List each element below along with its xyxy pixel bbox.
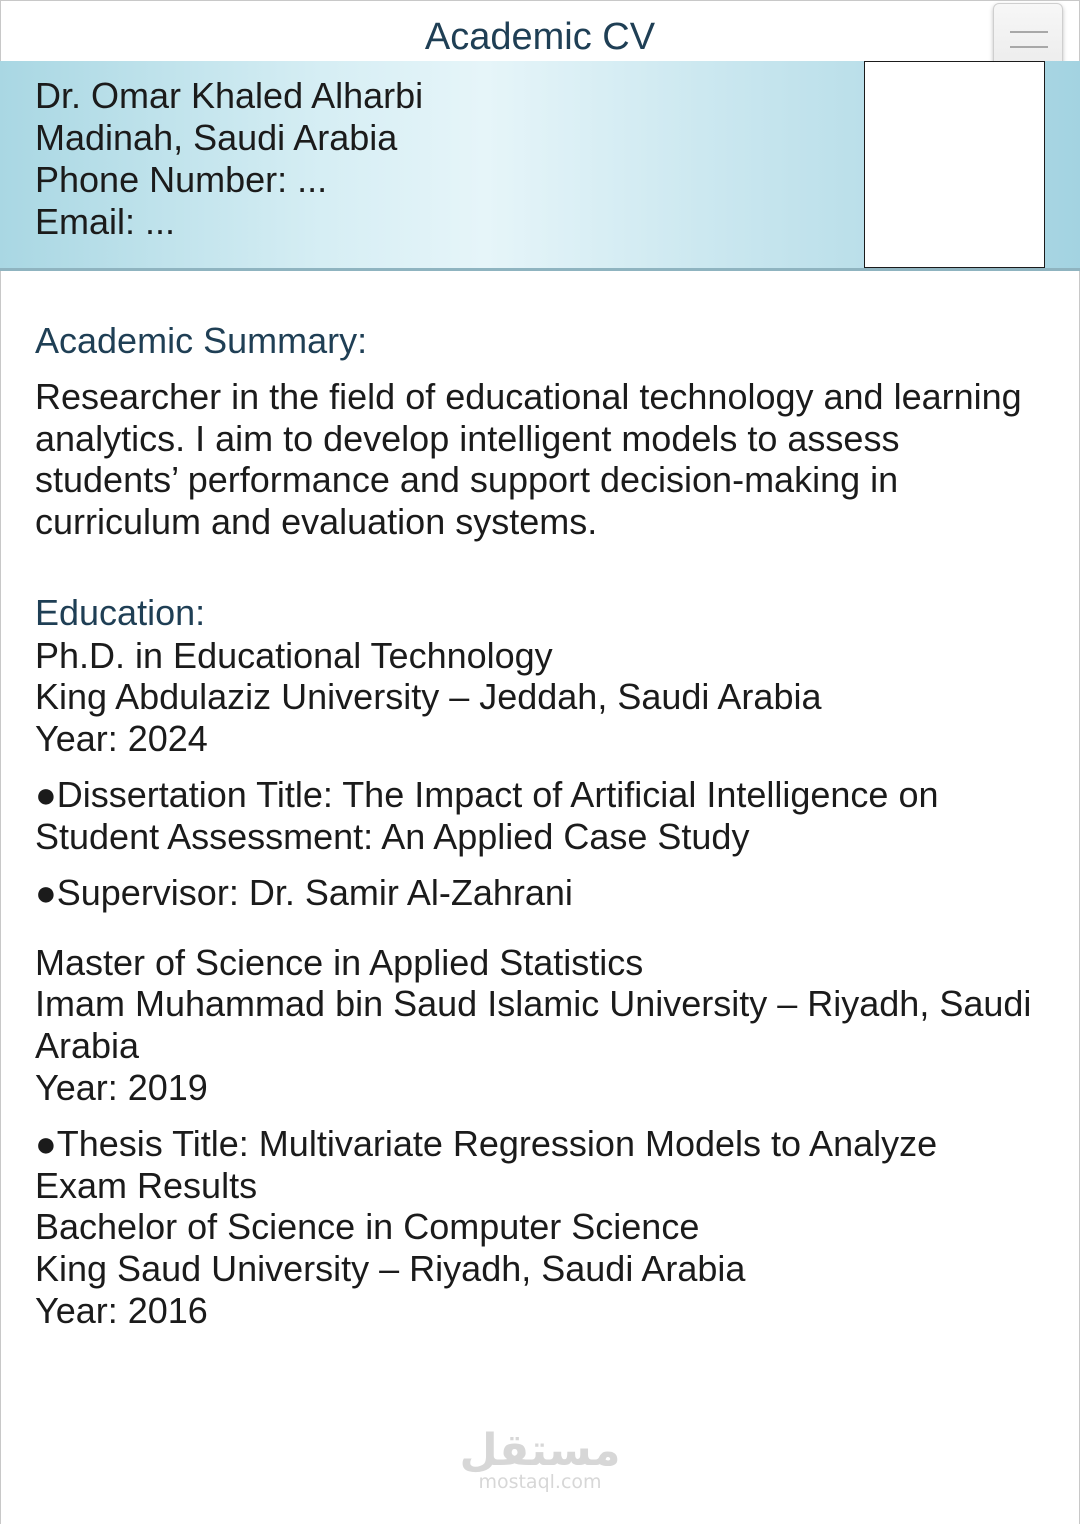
mostaql-watermark-logo bbox=[440, 1426, 640, 1492]
watermark-latin-text: mostaql.com bbox=[478, 1471, 602, 1493]
bachelor-year: Year: 2016 bbox=[35, 1290, 208, 1331]
watermark-arabic-text: مستقل bbox=[459, 1425, 621, 1476]
masters-year: Year: 2019 bbox=[35, 1067, 208, 1108]
summary-text: Researcher in the field of educational technology and learning analytics. I aim to develop intelligent models to assess students’ performance and support decision-making in curriculum and evaluation systems. bbox=[35, 376, 1022, 543]
bachelor-institution: King Saud University – Riyadh, Saudi Arabia bbox=[35, 1248, 746, 1289]
bachelor-degree: Bachelor of Science in Computer Science bbox=[35, 1206, 700, 1247]
location: Madinah, Saudi Arabia bbox=[35, 117, 398, 158]
masters-thesis: ●Thesis Title: Multivariate Regression Models to Analyze Exam Results bbox=[35, 1123, 938, 1206]
phd-dissertation: ●Dissertation Title: The Impact of Artificial Intelligence on Student Assessment: An Applied Case Study bbox=[35, 774, 939, 857]
summary-heading: Academic Summary: bbox=[35, 320, 368, 361]
page-title: Academic CV bbox=[424, 16, 656, 58]
photo-placeholder bbox=[864, 61, 1045, 268]
phd-year: Year: 2024 bbox=[35, 718, 208, 759]
masters-institution: Imam Muhammad bin Saud Islamic University – Riyadh, Saudi Arabia bbox=[35, 983, 1032, 1066]
email: Email: ... bbox=[35, 201, 176, 242]
full-name: Dr. Omar Khaled Alharbi bbox=[35, 75, 424, 116]
masters-degree: Master of Science in Applied Statistics bbox=[35, 942, 644, 983]
phone-number: Phone Number: ... bbox=[35, 159, 328, 200]
phd-institution: King Abdulaziz University – Jeddah, Saudi Arabia bbox=[35, 676, 822, 717]
education-heading: Education: bbox=[35, 592, 206, 633]
phd-supervisor: ●Supervisor: Dr. Samir Al-Zahrani bbox=[35, 872, 573, 913]
contact-info bbox=[35, 75, 423, 243]
phd-degree: Ph.D. in Educational Technology bbox=[35, 635, 553, 676]
